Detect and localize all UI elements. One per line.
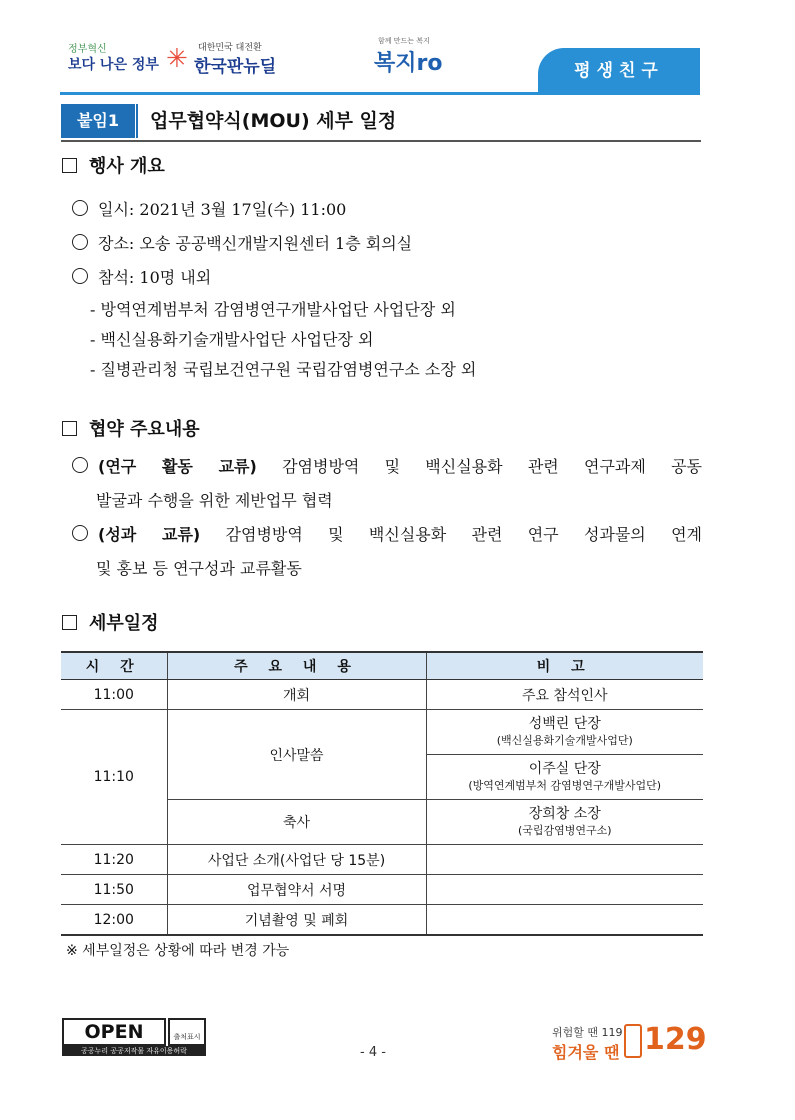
logo3-small-text: 함께 만드는 복지 bbox=[378, 37, 430, 45]
cell-content: 개회 bbox=[167, 680, 426, 710]
circle-bullet-icon bbox=[72, 200, 88, 216]
speaker-org: (백신실용화기술개발사업단) bbox=[496, 734, 633, 747]
speaker-name: 장희창 소장 bbox=[528, 806, 601, 822]
lifelong-friend-tag bbox=[538, 48, 700, 94]
attendee-sub-item: - 질병관리청 국립보건연구원 국립감염병연구소 소장 외 bbox=[90, 360, 477, 379]
phone-icon bbox=[624, 1024, 642, 1058]
cell-note: 주요 참석인사 bbox=[426, 680, 703, 710]
speaker-name: 성백린 단장 bbox=[528, 716, 601, 732]
hotline-number: 129 bbox=[644, 1022, 707, 1057]
cell-note bbox=[426, 905, 703, 936]
schedule-note: ※ 세부일정은 상황에 따라 변경 가능 bbox=[66, 943, 290, 959]
schedule-table bbox=[61, 651, 703, 936]
cell-time: 11:00 bbox=[61, 680, 167, 710]
attachment-badge: 붙임1 bbox=[61, 104, 135, 138]
item-bold-label: (성과 교류) bbox=[98, 525, 201, 544]
open-label: OPEN bbox=[62, 1018, 166, 1046]
cell-time: 12:00 bbox=[61, 905, 167, 936]
speaker-name: 이주실 단장 bbox=[528, 761, 601, 777]
event-date-text: 일시: 2021년 3월 17일(수) 11:00 bbox=[98, 200, 347, 219]
page-number: - 4 - bbox=[360, 1045, 386, 1060]
hotline-main-text: 힘겨울 땐 bbox=[552, 1043, 620, 1062]
attribution-type-text: 출처표시 bbox=[173, 1033, 201, 1041]
event-overview-heading bbox=[62, 152, 165, 178]
gov-innovation-logo bbox=[68, 38, 158, 78]
checkbox-square-icon bbox=[62, 421, 77, 436]
item-bold-label: (연구 활동 교류) bbox=[98, 457, 257, 476]
event-place-text: 장소: 오송 공공백신개발지원센터 1층 회의실 bbox=[98, 234, 413, 253]
table-row bbox=[61, 845, 703, 875]
logo2-small-text: 대한민국 대전환 bbox=[198, 43, 262, 53]
section-heading-text: 세부일정 bbox=[89, 613, 159, 634]
cell-note bbox=[426, 710, 703, 755]
item-line-2: 발굴과 수행을 위한 제반업무 협력 bbox=[96, 491, 333, 510]
research-exchange-item bbox=[72, 450, 702, 518]
col-header-note: 비 고 bbox=[426, 652, 703, 680]
item-line-1 bbox=[72, 518, 702, 552]
circle-bullet-icon bbox=[72, 234, 88, 250]
cell-note bbox=[426, 755, 703, 800]
item-text: 감염병방역 및 백신실용화 관련 연구과제 공동 bbox=[256, 457, 702, 476]
logo1-small-text: 정부혁신 bbox=[68, 44, 107, 55]
col-header-content: 주 요 내 용 bbox=[167, 652, 426, 680]
header-divider bbox=[60, 92, 700, 95]
event-date-item bbox=[72, 197, 346, 220]
badge-divider bbox=[136, 104, 138, 138]
korean-new-deal-logo bbox=[166, 40, 286, 76]
attendee-sub-item: - 방역연계범부처 감염병연구개발사업단 사업단장 외 bbox=[90, 300, 456, 319]
circle-bullet-icon bbox=[72, 525, 88, 541]
hotline-small-text: 위험할 땐 119 bbox=[552, 1026, 623, 1039]
item-line-1 bbox=[72, 450, 702, 484]
attribution-type-icon bbox=[168, 1018, 206, 1046]
cell-time: 11:10 bbox=[61, 710, 167, 845]
kogl-open-badge bbox=[62, 1018, 206, 1058]
cell-content: 인사말씀 bbox=[167, 710, 426, 800]
circle-bullet-icon bbox=[72, 457, 88, 473]
event-place-item bbox=[72, 231, 412, 254]
cell-content: 축사 bbox=[167, 800, 426, 845]
burst-icon: ✳ bbox=[166, 44, 188, 74]
outcome-exchange-item bbox=[72, 518, 702, 586]
checkbox-square-icon bbox=[62, 615, 77, 630]
table-row bbox=[61, 875, 703, 905]
tag-text: 평생친구 bbox=[574, 61, 664, 81]
table-row bbox=[61, 680, 703, 710]
cell-note bbox=[426, 845, 703, 875]
section-heading-text: 행사 개요 bbox=[89, 156, 165, 177]
schedule-heading bbox=[62, 609, 159, 635]
open-strip-text: 공공누리 공공저작물 자유이용허락 bbox=[62, 1046, 206, 1056]
title-underline bbox=[61, 140, 701, 142]
cell-content: 업무협약서 서명 bbox=[167, 875, 426, 905]
logo3-main-text: 복지ro bbox=[374, 51, 443, 76]
table-header-row bbox=[61, 652, 703, 680]
cell-time: 11:50 bbox=[61, 875, 167, 905]
checkbox-square-icon bbox=[62, 158, 77, 173]
page-title: 업무협약식(MOU) 세부 일정 bbox=[150, 110, 397, 132]
bokjiro-logo bbox=[374, 36, 454, 80]
col-header-time: 시 간 bbox=[61, 652, 167, 680]
event-attendees-item bbox=[72, 265, 211, 288]
item-text: 감염병방역 및 백신실용화 관련 연구 성과물의 연계 bbox=[200, 525, 702, 544]
section-heading-text: 협약 주요내용 bbox=[89, 419, 200, 440]
cell-content: 사업단 소개(사업단 당 15분) bbox=[167, 845, 426, 875]
logo2-main-text: 한국판뉴딜 bbox=[194, 57, 277, 77]
speaker-org: (방역연계범부처 감염병연구개발사업단) bbox=[468, 779, 662, 792]
cell-content: 기념촬영 및 폐회 bbox=[167, 905, 426, 936]
attendee-sub-item: - 백신실용화기술개발사업단 사업단장 외 bbox=[90, 330, 374, 349]
cell-time: 11:20 bbox=[61, 845, 167, 875]
event-attendees-text: 참석: 10명 내외 bbox=[98, 268, 212, 287]
hotline-129-logo bbox=[552, 1016, 707, 1062]
speaker-org: (국립감염병연구소) bbox=[517, 824, 612, 837]
cell-note bbox=[426, 875, 703, 905]
circle-bullet-icon bbox=[72, 268, 88, 284]
table-row bbox=[61, 905, 703, 936]
cell-note bbox=[426, 800, 703, 845]
item-line-2: 및 홍보 등 연구성과 교류활동 bbox=[96, 559, 302, 578]
logo1-main-text: 보다 나은 정부 bbox=[68, 57, 159, 73]
table-row bbox=[61, 710, 703, 755]
agreement-heading bbox=[62, 415, 200, 441]
